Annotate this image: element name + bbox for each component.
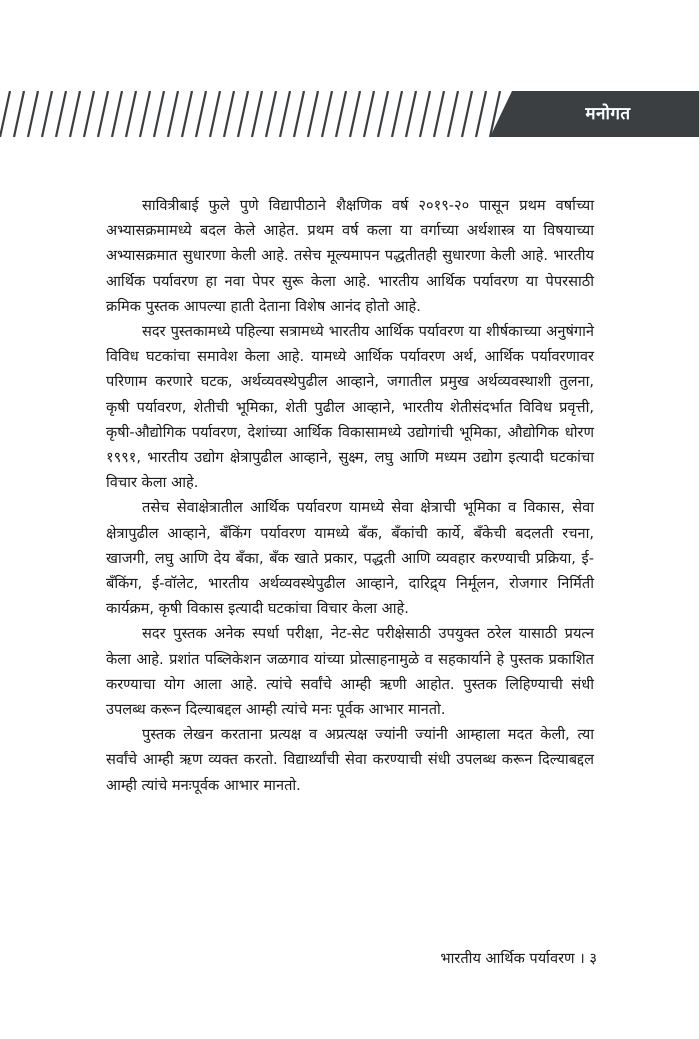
paragraph: पुस्तक लेखन करताना प्रत्यक्ष व अप्रत्यक्ष ज्यांनी ज्यांनी आम्हाला मदत केली, त्या सर्वांचे आम्ही ऋण व्यक्त करतो. विद्यार्थ्यांची सेवा करण्याची संधी उपलब्ध करून दिल्याबद्दल आम्ही त्यांचे मनःपूर्वक आभार मानतो. <box>106 726 594 794</box>
section-title: मनोगत <box>585 104 631 124</box>
footer-separator: । <box>579 950 585 967</box>
page-footer <box>440 948 597 970</box>
preface-body <box>106 193 594 798</box>
paragraph: सावित्रीबाई फुले पुणे विद्यापीठाने शैक्षणिक वर्ष २०१९-२० पासून प्रथम वर्षाच्या अभ्यासक्रमामध्ये बदल केले आहेत. प्रथम वर्ष कला या वर्गाच्या अर्थशास्त्र या विषयाच्या अभ्यासक्रमात सुधारणा केली आहे. तसेच मूल्यमापन पद्धतीतही सुधारणा केली आहे. भारतीय आर्थिक पर्यावरण हा नवा पेपर सुरू केला आहे. भारतीय आर्थिक पर्यावरण या पेपरसाठी क्रमिक पुस्तक आपल्या हाती देताना विशेष आनंद होतो आहे. <box>106 197 594 315</box>
paragraph: तसेच सेवाक्षेत्रातील आर्थिक पर्यावरण यामध्ये सेवा क्षेत्राची भूमिका व विकास, सेवा क्षेत्रापुढील आव्हाने, बँकिंग पर्यावरण यामध्ये बँक, बँकांची कार्ये, बँकेची बदलती रचना, खाजगी, लघु आणि देय बँका, बँक खाते प्रकार, पद्धती आणि व्यवहार करण्याची प्रक्रिया, ई-बँकिंग, ई-वॉलेट, भारतीय अर्थव्यवस्थेपुढील आव्हाने, दारिद्र्य निर्मूलन, रोजगार निर्मिती कार्यक्रम, कृषी विकास इत्यादी घटकांचा विचार केला आहे. <box>106 499 594 618</box>
page-number: ३ <box>589 950 597 967</box>
running-title: भारतीय आर्थिक पर्यावरण <box>440 950 575 967</box>
paragraph: सदर पुस्तकामध्ये पहिल्या सत्रामध्ये भारतीय आर्थिक पर्यावरण या शीर्षकाच्या अनुषंगाने विविध घटकांचा समावेश केला आहे. यामध्ये आर्थिक पर्यावरण अर्थ, आर्थिक पर्यावरणावर परिणाम करणारे घटक, अर्थव्यवस्थेपुढील आव्हाने, जगातील प्रमुख अर्थव्यवस्थाशी तुलना, कृषी पर्यावरण, शेतीची भूमिका, शेती पुढील आव्हाने, भारतीय शेतीसंदर्भात विविध प्रवृत्ती, कृषी-औद्योगिक पर्यावरण, देशांच्या आर्थिक विकासामध्ये उद्योगांची भूमिका, औद्योगिक धोरण १९९१, भारतीय उद्योग क्षेत्रापुढील आव्हाने, सुक्ष्म, लघु आणि मध्यम उद्योग इत्यादी घटकांचा विचार केला आहे. <box>106 323 594 492</box>
paragraph: सदर पुस्तक अनेक स्पर्धा परीक्षा, नेट-सेट परीक्षेसाठी उपयुक्त ठरेल यासाठी प्रयत्न केला आहे. प्रशांत पब्लिकेशन जळगाव यांच्या प्रोत्साहनामुळे व सहकार्याने हे पुस्तक प्रकाशित करण्याचा योग आला आहे. त्यांचे सर्वांचे आम्ही ऋणी आहोत. पुस्तक लिहिण्याची संधी उपलब्ध करून दिल्याबद्दल आम्ही त्यांचे मनः पूर्वक आभार मानतो. <box>106 625 594 719</box>
